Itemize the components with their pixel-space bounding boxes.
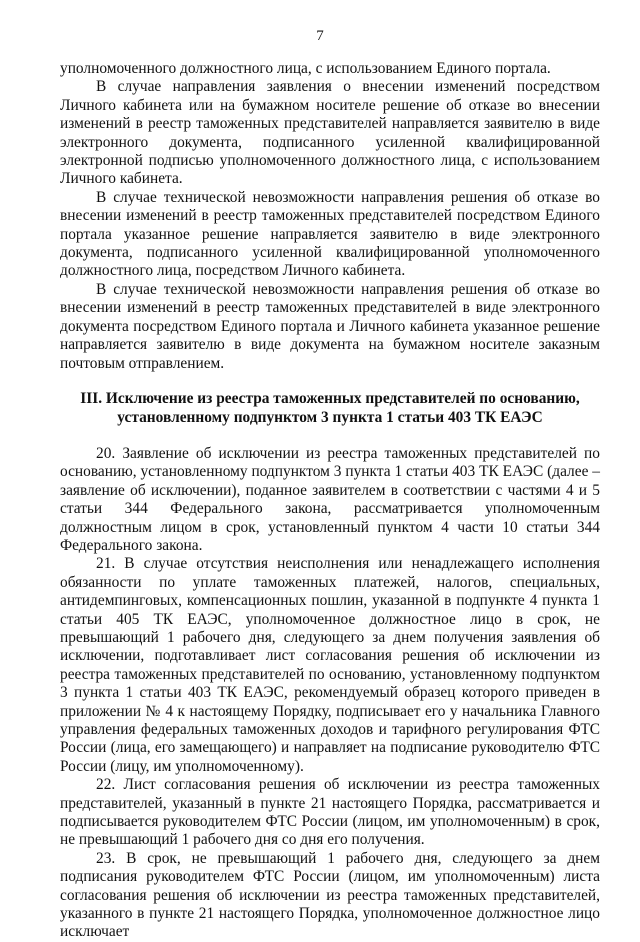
paragraph-portal-impossibility: В случае технической невозможности направления решения об отказе во внесении изменений в реестр таможенных представителей посредством Единого портала указанное решение направляется заявителю в виде электронного документа, подписанного усиленной квалифицированной уполномоченного должностного лица, посредством Личного кабинета. xyxy=(60,188,600,280)
paragraph-21: 21. В случае отсутствия неисполнения или ненадлежащего исполнения обязанности по уплате таможенных платежей, налогов, специальных, антидемпинговых, компенсационных пошлин, указанной в подпункте 4 пункта 1 статьи 405 ТК ЕАЭС, уполномоченное должностное лицо в срок, не превышающий 1 рабочего дня, следующего за днем получения заявления об исключении, подготавливает лист согласования решения об исключении из реестра таможенных представителей по основанию, установленному подпунктом 3 пункта 1 статьи 403 ТК ЕАЭС, рекомендуемый образец которого приведен в приложении № 4 к настоящему Порядку, подписывает его у начальника Главного управления федеральных таможенных доходов и тарифного регулирования ФТС России (лица, его замещающего) и направляет на подписание руководителю ФТС России (лицу, им уполномоченному). xyxy=(60,555,600,775)
paragraph-continuation: уполномоченного должностного лица, с использованием Единого портала. xyxy=(60,60,551,77)
paragraph-20: 20. Заявление об исключении из реестра таможенных представителей по основанию, установленному подпунктом 3 пункта 1 статьи 403 ТК ЕАЭС (далее – заявление об исключении), поданное заявителем в соответствии с частями 4 и 5 статьи 344 Федерального закона, рассматривается уполномоченным должностным лицом в срок, установленный пунктом 4 части 10 статьи 344 Федерального закона. xyxy=(60,444,600,554)
paragraph-personal-cabinet: В случае направления заявления о внесении изменений посредством Личного кабинета или на бумажном носителе решение об отказе во внесении изменений в реестр таможенных представителей направляется заявителю в виде электронного документа, подписанного усиленной квалифицированной электронной подписью уполномоченного должностного лица, с использованием Личного кабинета. xyxy=(60,78,600,188)
section-heading-line-1: III. Исключение из реестра таможенных представителей по основанию, xyxy=(80,389,580,407)
paragraph-paper-delivery: В случае технической невозможности направления решения об отказе во внесении изменений в реестр таможенных представителей в виде электронного документа посредством Единого портала и Личного кабинета указанное решение направляется заявителю в виде документа на бумажном носителе заказным почтовым отправлением. xyxy=(60,280,600,372)
section-heading-line-2: установленному подпунктом 3 пункта 1 статьи 403 ТК ЕАЭС xyxy=(117,408,543,426)
document-body xyxy=(60,60,600,942)
paragraph-23: 23. В срок, не превышающий 1 рабочего дня, следующего за днем подписания руководителем ФТС России (лицом, им уполномоченным) листа согласования решения об исключении из реестра таможенных представителей, указанного в пункте 21 настоящего Порядка, уполномоченное должностное лицо исключает xyxy=(60,849,600,941)
paragraph-22: 22. Лист согласования решения об исключении из реестра таможенных представителей, указанный в пункте 21 настоящего Порядка, рассматривается и подписывается руководителем ФТС России (лицом, им уполномоченным) в срок, не превышающий 1 рабочего дня со дня его получения. xyxy=(60,776,600,849)
section-heading xyxy=(60,389,600,427)
page-number: 7 xyxy=(316,28,324,44)
